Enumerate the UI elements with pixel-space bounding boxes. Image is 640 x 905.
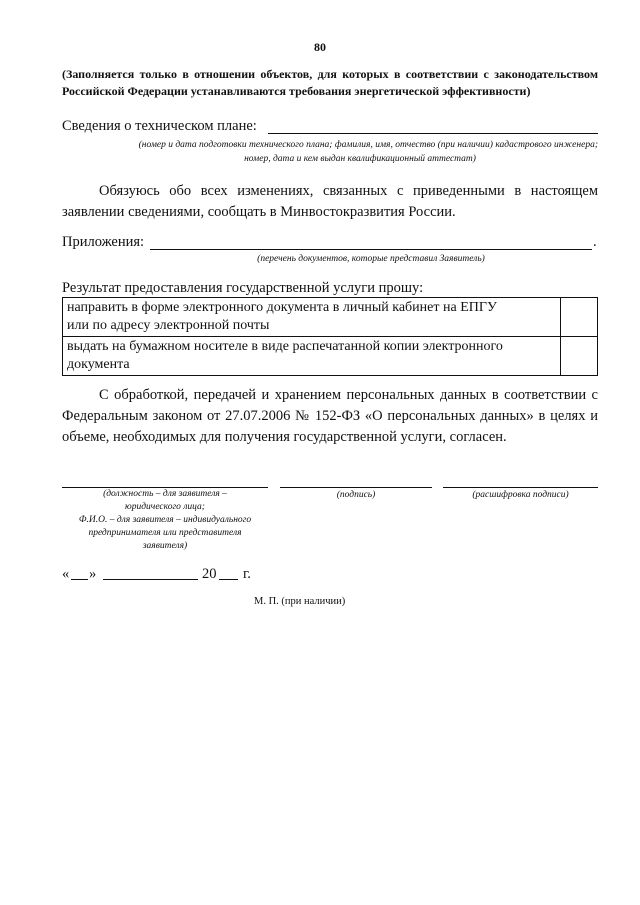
consent-line1: С обработкой, передачей и хранением персональных данных в соответствии с — [99, 387, 598, 403]
date-open-quote: « — [62, 566, 70, 582]
attachments-hint: (перечень документов, которые представил Заявитель) — [257, 254, 485, 264]
date-year-field[interactable] — [219, 565, 238, 580]
position-hint-line: юридического лица; — [125, 502, 205, 512]
result-heading: Результат предоставления государственной услуги прошу: — [62, 280, 424, 296]
result-options-table — [62, 297, 598, 376]
result-option-text — [63, 298, 561, 337]
page-number: 80 — [314, 40, 326, 54]
stamp-note: М. П. (при наличии) — [254, 596, 346, 607]
obligation-paragraph — [62, 181, 598, 223]
result-option-checkbox-epgu[interactable] — [561, 298, 598, 337]
position-hint — [62, 488, 268, 553]
date-year-prefix: 20 — [202, 566, 217, 582]
consent-line2: Федеральным законом от 27.07.2006 № 152-ФЗ «О персональных данных» в целях и — [62, 408, 598, 424]
result-option-line2: документа — [67, 357, 130, 372]
signature-hint: (подпись) — [336, 490, 376, 500]
signature-decoding-hint: (расшифровка подписи) — [472, 490, 569, 500]
position-hint-line: Ф.И.О. – для заявителя – индивидуального — [78, 515, 252, 525]
consent-line3: объеме, необходимых для получения государственной услуги, согласен. — [62, 429, 507, 445]
position-hint-line: предпринимателя или представителя — [88, 528, 242, 538]
obligation-line1: Обязуюсь обо всех изменениях, связанных с приведенными в настоящем — [99, 183, 598, 199]
date-year-suffix: г. — [243, 566, 251, 582]
date-month-field[interactable] — [103, 565, 198, 580]
position-hint-line: (должность – для заявителя – — [103, 489, 227, 499]
energy-efficiency-note: (Заполняется только в отношении объектов, для которых в соответствии с законодательством Российской Федерации устанавливаются требования энергетической эффективности) — [62, 67, 598, 98]
result-option-row — [63, 298, 598, 337]
tech-plan-field[interactable] — [268, 117, 598, 134]
attachments-label: Приложения: — [62, 234, 145, 250]
date-close-quote: » — [89, 566, 97, 582]
tech-plan-hint-line2: номер, дата и кем выдан квалификационный аттестат) — [244, 154, 476, 164]
result-option-line1: выдать на бумажном носителе в виде распечатанной копии электронного — [67, 339, 503, 354]
attachments-end-mark: . — [593, 234, 597, 250]
obligation-line2: заявлении сведениями, сообщать в Минвостокразвития России. — [62, 204, 456, 220]
tech-plan-label: Сведения о техническом плане: — [62, 118, 257, 134]
position-hint-line: заявителя) — [142, 541, 188, 551]
result-option-text — [63, 337, 561, 376]
result-option-line2: или по адресу электронной почты — [67, 318, 270, 333]
date-day-field[interactable] — [71, 565, 88, 580]
result-option-line1: направить в форме электронного документа в личный кабинет на ЕПГУ — [67, 300, 497, 315]
result-option-checkbox-paper[interactable] — [561, 337, 598, 376]
tech-plan-hint-line1: (номер и дата подготовки технического плана; фамилия, имя, отчество (при наличии) кадастрового инженера; — [138, 140, 598, 150]
attachments-field[interactable] — [150, 233, 592, 250]
result-option-row — [63, 337, 598, 376]
consent-paragraph — [62, 385, 598, 448]
